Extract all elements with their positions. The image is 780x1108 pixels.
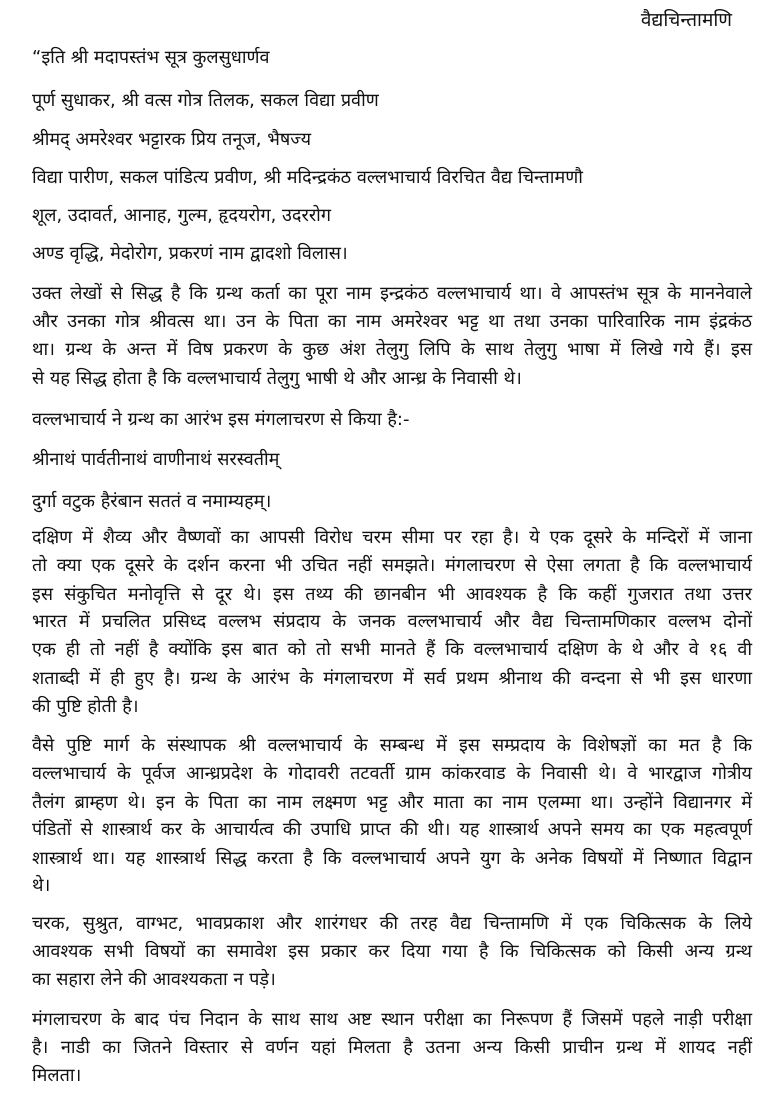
paragraph-line: थे। (32, 875, 51, 896)
paragraph-line: उक्त लेखों से सिद्ध है कि ग्रन्थ कर्ता का पूरा नाम इन्द्रकंठ वल्लभाचार्य था। वे आपस्तंभ सूत्र के माननेवाले (32, 283, 752, 304)
verse-line: “इति श्री मदापस्तंभ सूत्र कुलसुधार्णव (32, 47, 270, 68)
running-header: वैद्यचिन्तामणि (640, 9, 732, 31)
paragraph-line: शताब्दी में ही हुए है। ग्रन्थ के आरंभ के मंगलाचरण में सर्व प्रथम श्रीनाथ की वन्दना से भी इस धारणा (32, 668, 752, 689)
paragraph-line: एक ही तो नहीं है क्योंकि इस बात को तो सभी मानते हैं कि वल्लभाचार्य दक्षिण के थे और वे १६ वी (32, 639, 752, 660)
paragraph-line: मंगलाचरण के बाद पंच निदान के साथ साथ अष्ट स्थान परीक्षा का निरूपण हैं जिसमें पहले नाड़ी परीक्षा (32, 1009, 752, 1030)
verse-line: अण्ड वृद्धि, मेदोरोग, प्रकरणं नाम द्वादशो विलास। (32, 243, 348, 264)
paragraph-line: और उनका गोत्र श्रीवत्स था। उन के पिता का नाम अमरेश्वर भट्ट था तथा उनका पारिवारिक नाम इंद्रकंठ (32, 311, 752, 332)
paragraph-line: तो क्या एक दूसरे के दर्शन करना भी उचित नहीं समझते। मंगलाचरण से ऐसा लगता है कि वल्लभाचार्य (32, 555, 752, 576)
verse-line: श्रीनाथं पार्वतीनाथं वाणीनाथं सरस्वतीम् (32, 449, 280, 470)
verse-line: शूल, उदावर्त, आनाह, गुल्म, हृदयरोग, उदररोग (32, 205, 331, 226)
paragraph-line: से यह सिद्ध होता है कि वल्लभाचार्य तेलुगु भाषी थे और आन्ध्र के निवासी थे। (32, 368, 522, 389)
paragraph-line: इस संकुचित मनोवृत्ति से दूर थे। इस तथ्य की छानबीन भी आवश्यक है कि कहीं गुजरात तथा उत्तर (32, 584, 752, 605)
paragraph-line: भारत में प्रचलित प्रसिध्द वल्लभ संप्रदाय के जनक वल्लभाचार्य और वैद्य चिन्तामणिकार वल्लभ दोनों (32, 611, 752, 632)
paragraph-line: चरक, सुश्रुत, वाग्भट, भावप्रकाश और शारंगधर की तरह वैद्य चिन्तामणि में एक चिकित्सक के लिये (32, 913, 752, 934)
paragraph-line: दक्षिण में शैव्य और वैष्णवों का आपसी विरोध चरम सीमा पर रहा है। ये एक दूसरे के मन्दिरों में जाना (32, 527, 752, 548)
paragraph-line: है। नाडी का जितने विस्तार से वर्णन यहां मिलता है उतना अन्य किसी प्राचीन ग्रन्थ में शायद नहीं (32, 1037, 752, 1058)
paragraph-line: तैलंग ब्राम्हण थे। इन के पिता का नाम लक्ष्मण भट्ट और माता का नाम एलम्मा था। उन्होंने विद्यानगर में (32, 792, 752, 813)
paragraph-line: वैसे पुष्टि मार्ग के संस्थापक श्री वल्लभाचार्य के सम्बन्ध में इस सम्प्रदाय के विशेषज्ञों का मत है कि (32, 735, 752, 756)
paragraph-line: का सहारा लेने की आवश्यकता न पड़े। (32, 969, 276, 990)
verse-line: दुर्गा वटुक हैरंबान सततं व नमाम्यहम्। (32, 491, 272, 512)
verse-line: पूर्ण सुधाकर, श्री वत्स गोत्र तिलक, सकल विद्या प्रवीण (32, 90, 379, 111)
paragraph-line: वल्लभाचार्य ने ग्रन्थ का आरंभ इस मंगलाचरण से किया है:- (32, 409, 410, 430)
paragraph-line: आवश्यक सभी विषयों का समावेश इस प्रकार कर दिया गया है कि चिकित्सक को किसी अन्य ग्रन्थ (32, 941, 752, 962)
paragraph-line: वल्लभाचार्य के पूर्वज आन्ध्रप्रदेश के गोदावरी तटवर्ती ग्राम कांकरवाड के निवासी थे। वे भारद्वाज गोत्रीय (32, 763, 752, 784)
verse-line: श्रीमद् अमरेश्वर भट्टारक प्रिय तनूज, भैषज्य (32, 129, 312, 150)
paragraph-line: शास्त्रार्थ था। यह शास्त्रार्थ सिद्ध करता है कि वल्लभाचार्य अपने युग के अनेक विषयों में निष्णात विद्वान (32, 848, 752, 869)
verse-line: विद्या पारीण, सकल पांडित्य प्रवीण, श्री मदिन्द्रकंठ वल्लभाचार्य विरचित वैद्य चिन्तामणौ (32, 167, 583, 188)
paragraph-line: पंडितों से शास्त्रार्थ कर के आचार्यत्व की उपाधि प्राप्त की थी। यह शास्त्रार्थ अपने समय का एक महत्वपूर्ण (32, 819, 752, 840)
paragraph-line: की पुष्टि होती है। (32, 696, 139, 717)
paragraph-line: मिलता। (32, 1065, 82, 1086)
paragraph-line: था। ग्रन्थ के अन्त में विष प्रकरण के कुछ अंश तेलुगु लिपि के साथ तेलुगु भाषा में लिखे गये हैं। इस (32, 339, 752, 360)
